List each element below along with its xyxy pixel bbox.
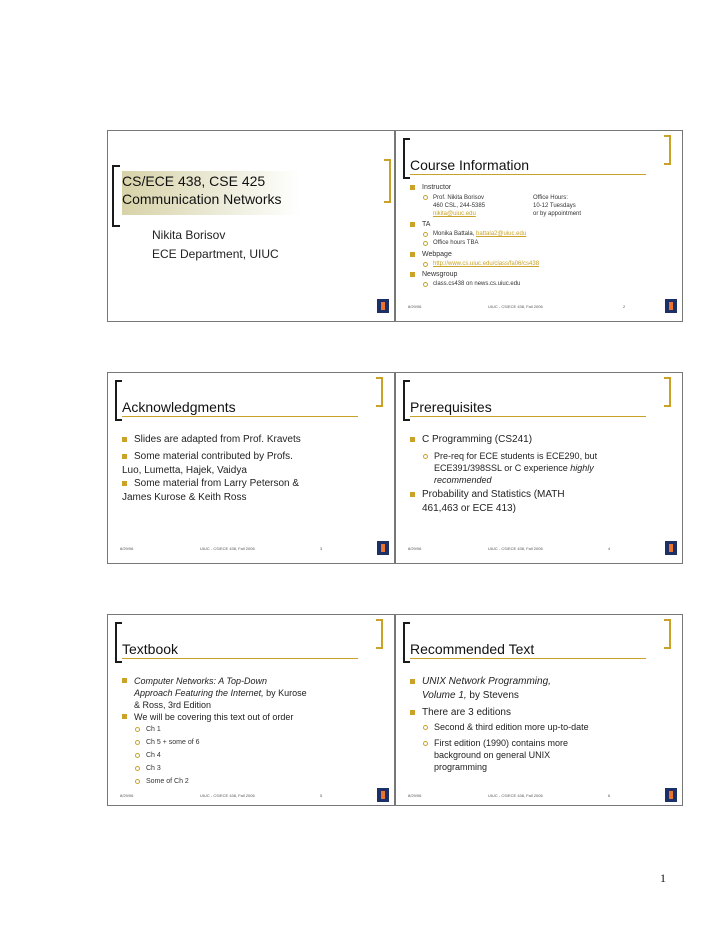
- bullet-icon: [410, 222, 415, 227]
- slide-5-textbook: [107, 614, 395, 806]
- sub-bullet-icon: [135, 727, 140, 732]
- sub-bullet-icon: [423, 282, 428, 287]
- bullet-icon: [122, 437, 127, 442]
- uiuc-logo-icon: [377, 788, 389, 802]
- ta-name: Monika Battala,: [433, 231, 477, 237]
- course-title-line2: Communication Networks: [122, 191, 282, 207]
- bullet-icon: [410, 437, 415, 442]
- edition-sub-2a: First edition (1990) contains more: [434, 738, 569, 748]
- prereq-bullet-1: C Programming (CS241): [422, 434, 533, 445]
- bullet-icon: [410, 492, 415, 497]
- sub-bullet-icon: [135, 753, 140, 758]
- footer-page: 3: [320, 546, 323, 551]
- sub-bullet-icon: [423, 741, 428, 746]
- textbook-title-b: Approach Featuring the Internet,: [134, 688, 264, 698]
- footer-course: UIUC - CS/ECE 438, Fall 2006: [488, 304, 543, 309]
- ack-bullet-1: Slides are adapted from Prof. Kravets: [134, 434, 301, 445]
- footer-page: 5: [320, 793, 323, 798]
- footer-page: 4: [608, 546, 611, 551]
- slide-6-recommended-text: [395, 614, 683, 806]
- textbook-edition: & Ross, 3rd Edition: [134, 700, 212, 710]
- office-hours-label: Office Hours:: [533, 195, 568, 201]
- bullet-icon: [410, 185, 415, 190]
- edition-sub-1: Second & third edition more up-to-date: [434, 722, 589, 732]
- editions-note: There are 3 editions: [422, 707, 511, 718]
- footer-course: UIUC - CS/ECE 438, Fall 2006: [200, 546, 255, 551]
- right-bracket: [664, 619, 671, 649]
- slide-1-title: [107, 130, 395, 322]
- right-bracket: [376, 619, 383, 649]
- sub-bullet-icon: [135, 779, 140, 784]
- prereq-sub-1c: highly: [570, 463, 594, 473]
- bullet-icon: [410, 252, 415, 257]
- presenter-name: Nikita Borisov: [152, 228, 226, 242]
- ack-bullet-2a: Some material contributed by Profs.: [134, 451, 293, 462]
- uiuc-logo-icon: [665, 299, 677, 313]
- prereq-sub-1b: ECE391/398SSL or C experience: [434, 463, 571, 473]
- title-rule: [122, 416, 358, 417]
- ack-bullet-3b: James Kurose & Keith Ross: [122, 492, 247, 503]
- sub-bullet-icon: [135, 766, 140, 771]
- bullet-icon: [122, 678, 127, 683]
- left-bracket: [403, 622, 410, 663]
- chapter-3: Ch 4: [146, 752, 161, 759]
- recommended-author: by Stevens: [466, 690, 519, 701]
- title-rule: [410, 658, 646, 659]
- instructor-office: 460 CSL, 244-5385: [433, 203, 486, 209]
- recommended-title-line: [422, 689, 519, 702]
- right-bracket: [376, 377, 383, 407]
- edition-sub-2c: programming: [434, 762, 488, 772]
- footer-page: 2: [623, 304, 626, 309]
- instructor-name: Prof. Nikita Borisov: [433, 195, 485, 201]
- bullet-icon: [122, 714, 127, 719]
- slide-title: Course Information: [410, 157, 530, 173]
- sub-bullet-icon: [423, 262, 428, 267]
- footer-date: 8/29/06: [408, 793, 422, 798]
- slide-title: Prerequisites: [410, 399, 492, 415]
- right-bracket: [384, 159, 391, 203]
- bullet-icon: [410, 710, 415, 715]
- slide-title: Recommended Text: [410, 641, 535, 657]
- chapter-1: Ch 1: [146, 726, 161, 733]
- left-bracket: [403, 380, 410, 421]
- bullet-icon: [122, 454, 127, 459]
- ta-email-link[interactable]: battala2@uiuc.edu: [476, 231, 527, 237]
- chapter-4: Ch 3: [146, 765, 161, 772]
- ta-label: TA: [422, 221, 431, 228]
- footer-page: 6: [608, 793, 611, 798]
- slide-3-acknowledgments: [107, 372, 395, 564]
- uiuc-logo-icon: [665, 541, 677, 555]
- footer-date: 8/29/06: [120, 793, 134, 798]
- office-hours-time: 10-12 Tuesdays: [533, 203, 576, 209]
- bullet-icon: [410, 679, 415, 684]
- prereq-sub-1b-line: [434, 462, 594, 474]
- footer-date: 8/29/06: [408, 304, 422, 309]
- footer-date: 8/29/06: [120, 546, 134, 551]
- office-hours-alt: or by appointment: [533, 211, 582, 217]
- ack-bullet-2b: Luo, Lumetta, Hajek, Vaidya: [122, 465, 247, 476]
- sub-bullet-icon: [423, 232, 428, 237]
- chapter-2: Ch 5 + some of 6: [146, 739, 200, 746]
- bullet-icon: [410, 272, 415, 277]
- slide-title: Textbook: [122, 641, 179, 657]
- left-bracket: [115, 380, 122, 421]
- left-bracket: [115, 622, 122, 663]
- prereq-sub-1d: recommended: [434, 475, 492, 485]
- webpage-link[interactable]: http://www.cs.uiuc.edu/class/fa06/cs438: [433, 261, 540, 267]
- footer-date: 8/29/06: [408, 546, 422, 551]
- prereq-sub-1a: Pre-req for ECE students is ECE290, but: [434, 451, 598, 461]
- prereq-bullet-2a: Probability and Statistics (MATH: [422, 489, 565, 500]
- recommended-title-a: UNIX Network Programming,: [422, 676, 551, 687]
- bullet-icon: [122, 481, 127, 486]
- uiuc-logo-icon: [377, 299, 389, 313]
- newsgroup-label: Newsgroup: [422, 271, 458, 278]
- left-bracket: [403, 138, 410, 179]
- sub-bullet-icon: [423, 195, 428, 200]
- instructor-label: Instructor: [422, 184, 452, 191]
- sub-bullet-icon: [423, 241, 428, 246]
- webpage-label: Webpage: [422, 251, 452, 258]
- textbook-author: by Kurose: [263, 688, 307, 698]
- footer-course: UIUC - CS/ECE 438, Fall 2006: [200, 793, 255, 798]
- sub-bullet-icon: [423, 725, 428, 730]
- footer-course: UIUC - CS/ECE 438, Fall 2006: [488, 793, 543, 798]
- right-bracket: [664, 377, 671, 407]
- slide-title: Acknowledgments: [122, 399, 236, 415]
- recommended-title-b: Volume 1,: [422, 690, 467, 701]
- department: ECE Department, UIUC: [152, 247, 279, 261]
- textbook-title-line: [134, 687, 307, 699]
- edition-sub-2b: background on general UNIX: [434, 750, 551, 760]
- course-title-line1: CS/ECE 438, CSE 425: [122, 173, 266, 189]
- uiuc-logo-icon: [377, 541, 389, 555]
- uiuc-logo-icon: [665, 788, 677, 802]
- footer-course: UIUC - CS/ECE 438, Fall 2006: [488, 546, 543, 551]
- left-bracket: [112, 165, 120, 227]
- title-rule: [410, 174, 646, 175]
- page-number: 1: [660, 871, 666, 885]
- textbook-order-note: We will be covering this text out of order: [134, 712, 294, 722]
- instructor-email-link[interactable]: nikita@uiuc.edu: [433, 211, 476, 217]
- newsgroup-value: class.cs438 on news.cs.uiuc.edu: [433, 281, 521, 287]
- ta-hours: Office hours TBA: [433, 240, 479, 246]
- ack-bullet-3a: Some material from Larry Peterson &: [134, 478, 300, 489]
- textbook-title-a: Computer Networks: A Top-Down: [134, 676, 268, 686]
- sub-bullet-icon: [135, 740, 140, 745]
- title-rule: [410, 416, 646, 417]
- prereq-bullet-2b: 461,463 or ECE 413): [422, 503, 516, 514]
- chapter-5: Some of Ch 2: [146, 778, 189, 785]
- sub-bullet-icon: [423, 454, 428, 459]
- right-bracket: [664, 135, 671, 165]
- title-rule: [122, 658, 358, 659]
- slide-4-prerequisites: [395, 372, 683, 564]
- slide-2-course-info: [395, 130, 683, 322]
- ta-name-line: [433, 230, 526, 238]
